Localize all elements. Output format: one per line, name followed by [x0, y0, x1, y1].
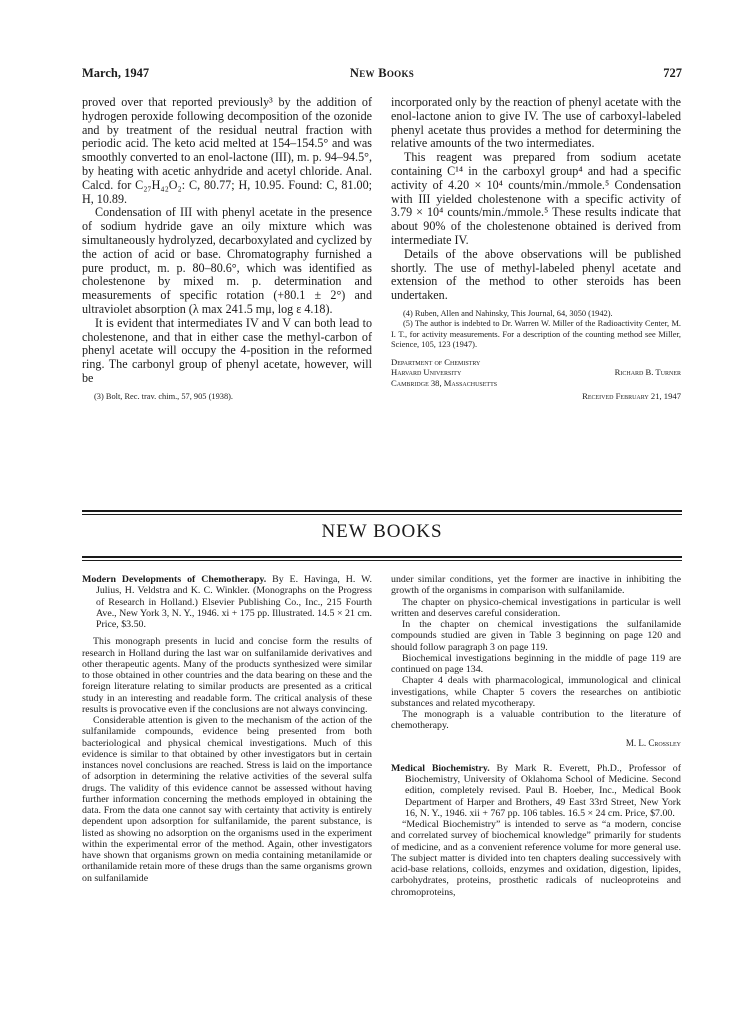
section-rule-bottom	[82, 556, 682, 558]
review-paragraph: Chapter 4 deals with pharmacological, immunological and clinical investigations, while Chapter 5 covers the researches on antibiotic substances and related mycotherapy.	[391, 675, 681, 709]
section-rule-top	[82, 510, 682, 512]
book-details: By E. Havinga, H. W. Julius, H. Veldstra and K. C. Winkler. (Monographs on the Progress of Research in Holland.) Elsevier Publishing Co., Inc., 215 Fourth Ave., New York 3, N. Y., 1946. xi + 175 pp. Illustrated. 14.5 × 21 cm. Price, $3.50.	[96, 574, 373, 630]
footnote: (4) Ruben, Allen and Nahinsky, This Journal, 64, 3050 (1942).	[403, 308, 613, 318]
signature-university: Harvard University	[391, 367, 462, 378]
section-rule-bottom-thin	[82, 560, 682, 561]
book-reference	[82, 574, 372, 630]
review-paragraph: under similar conditions, yet the former are inactive in inhibiting the growth of the organisms in comparison with sulfanilamide.	[391, 574, 681, 597]
section-title: NEW BOOKS	[321, 521, 443, 542]
running-header	[82, 66, 682, 84]
article-paragraph: This reagent was prepared from sodium acetate containing C¹⁴ in the carboxyl group⁴ and had a specific activity of 4.20 × 10⁴ counts/min./mmole.⁵ Condensation with III yielded cholestenone with a specific activity of 3.79 × 10⁴ counts/min./mmole.⁵ These results indicate that about 90% of the cholestenone obtained is derived from intermediate IV.	[391, 150, 681, 247]
review-paragraph: Biochemical investigations beginning in the middle of page 119 are continued on page 134.	[391, 652, 681, 675]
review-paragraph: The chapter on physico-chemical investigations in particular is well written and deserves careful consideration.	[391, 596, 681, 619]
article-column-left	[82, 96, 372, 436]
article-paragraph: It is evident that intermediates IV and V can both lead to cholestenone, and that in either case the methyl-carbon of phenyl acetate will occupy the 4-position in the reformed ring. The carbonyl group of phenyl acetate, however, will be	[82, 315, 372, 385]
author-signature	[391, 357, 681, 402]
signature-department: Department of Chemistry	[391, 356, 481, 367]
review-column-right	[391, 574, 681, 994]
signature-city: Cambridge 38, Massachusetts	[391, 378, 498, 389]
reviewer-name: M. L. Crossley	[625, 737, 681, 748]
book-title: Medical Biochemistry.	[391, 762, 490, 774]
review-paragraph: Considerable attention is given to the mechanism of the action of the sulfanilamide compounds, evidence being presented from both bacteriological and physical chemical investigations. Much of this evidence is similar to that obtained by other investigators but in certain instances novel conclusions are reached. Stress is laid on the importance of adsorption in determining the relative activities of the several sulfa drugs. The validity of this evidence cannot be assessed without having further information concerning the methods employed in obtaining the data. From the data one cannot say with certainty that activity is entirely dependent upon adsorption for sulfanilamide, the parent substance, is listed as showing no adsorption on the organisms used in the experiment within the experimental error of the method. Again, other investigators have shown that organisms grown on media containing metanilamide or orthanilamide retain more of these drugs than the same organisms grown on sulfanilamide	[82, 715, 372, 884]
footnotes	[391, 309, 681, 351]
section-rule-top-thin	[82, 514, 682, 515]
signature-author: Richard B. Turner	[614, 367, 681, 378]
footnote: (5) The author is indebted to Dr. Warren W. Miller of the Radioactivity Center, M. I. T., for activity measurements. For a description of the counting method see Miller, Science, 105, 123 (1947).	[391, 319, 681, 350]
book-title: Modern Developments of Chemotherapy.	[82, 574, 267, 585]
article-paragraph: incorporated only by the reaction of phenyl acetate with the enol-lactone anion to give IV. The use of carboxyl-labeled phenyl acetate thus provides a method for determining the relative amounts of the two intermediates.	[391, 95, 681, 151]
article-paragraph: Details of the above observations will be published shortly. The use of methyl-labeled phenyl acetate and extension of the method to other steroids has been undertaken.	[391, 246, 681, 303]
article-column-right	[391, 96, 681, 436]
book-reference	[391, 763, 681, 819]
received-date: Received February 21, 1947	[582, 390, 681, 401]
review-paragraph: “Medical Biochemistry” is intended to serve as “a modern, concise and correlated survey of biochemical knowledge” primarily for students of medicine, and as a convenient reference volume for more general use. The subject matter is divided into ten chapters dealing successively with acid-base relations, colloids, enzymes and oxidation, digestion, lipides, carbohydrates, proteins, prosthetic radicals of nucleoproteins and chromoproteins,	[391, 819, 681, 898]
header-date: March, 1947	[82, 66, 150, 80]
review-column-left	[82, 574, 372, 994]
review-paragraph: The monograph is a valuable contribution to the literature of chemotherapy.	[391, 709, 681, 732]
book-details: By Mark R. Everett, Ph.D., Professor of Biochemistry, University of Oklahoma School of Medicine. Second edition, completely revised. Paul B. Hoeber, Inc., Medical Book Department of Harper and Brothers, 49 East 33rd Street, New York 16, N. Y., 1946. xii + 767 pp. 106 tables. 16.5 × 24 cm. Price, $7.00.	[405, 762, 681, 819]
header-page-number: 727	[663, 66, 682, 80]
article-paragraph: Condensation of III with phenyl acetate in the presence of sodium hydride gave an oily mixture which was simultaneously hydrolyzed, decarboxylated and cyclized by the action of acid or base. Chromatography furnished a pure product, m. p. 80–80.6°, which was identified as cholestenone by mixed m. p. determination and measurements of specific rotation (+80.1 ± 2°) and ultraviolet absorption (λ max 241.5 mμ, log ε 4.18).	[82, 205, 372, 316]
review-paragraph: This monograph presents in lucid and concise form the results of research in Holland during the last war on sulfanilamide derivatives and other therapeutic agents. Many of the products synthesized were similar to those obtained in other countries and the data bearing on these and the foreign literature relating to similar products are presented as a critical study in an interesting and readable form. The critical analysis of these results is provocative even if the conclusions are not always convincing.	[82, 636, 372, 715]
footnote: (3) Bolt, Rec. trav. chim., 57, 905 (1938).	[94, 391, 234, 401]
footnotes	[82, 392, 372, 402]
header-section: New Books	[349, 66, 415, 80]
article-paragraph: proved over that reported previously³ by the addition of hydrogen peroxide following decomposition of the ozonide and by treatment of the residual neutral fraction with periodic acid. The keto acid melted at 154–154.5° and was smoothly converted to an enol-lactone (III), m. p. 94–94.5°, by heating with acetic anhydride and acetyl chloride. Anal. Calcd. for C₂₇H₄₂O₂: C, 80.77; H, 10.95. Found: C, 81.00; H, 10.89.	[82, 95, 372, 206]
review-paragraph: In the chapter on chemical investigations the sulfanilamide compounds studied are given in Table 3 beginning on page 120 and should follow paragraph 3 on page 119.	[391, 619, 681, 653]
